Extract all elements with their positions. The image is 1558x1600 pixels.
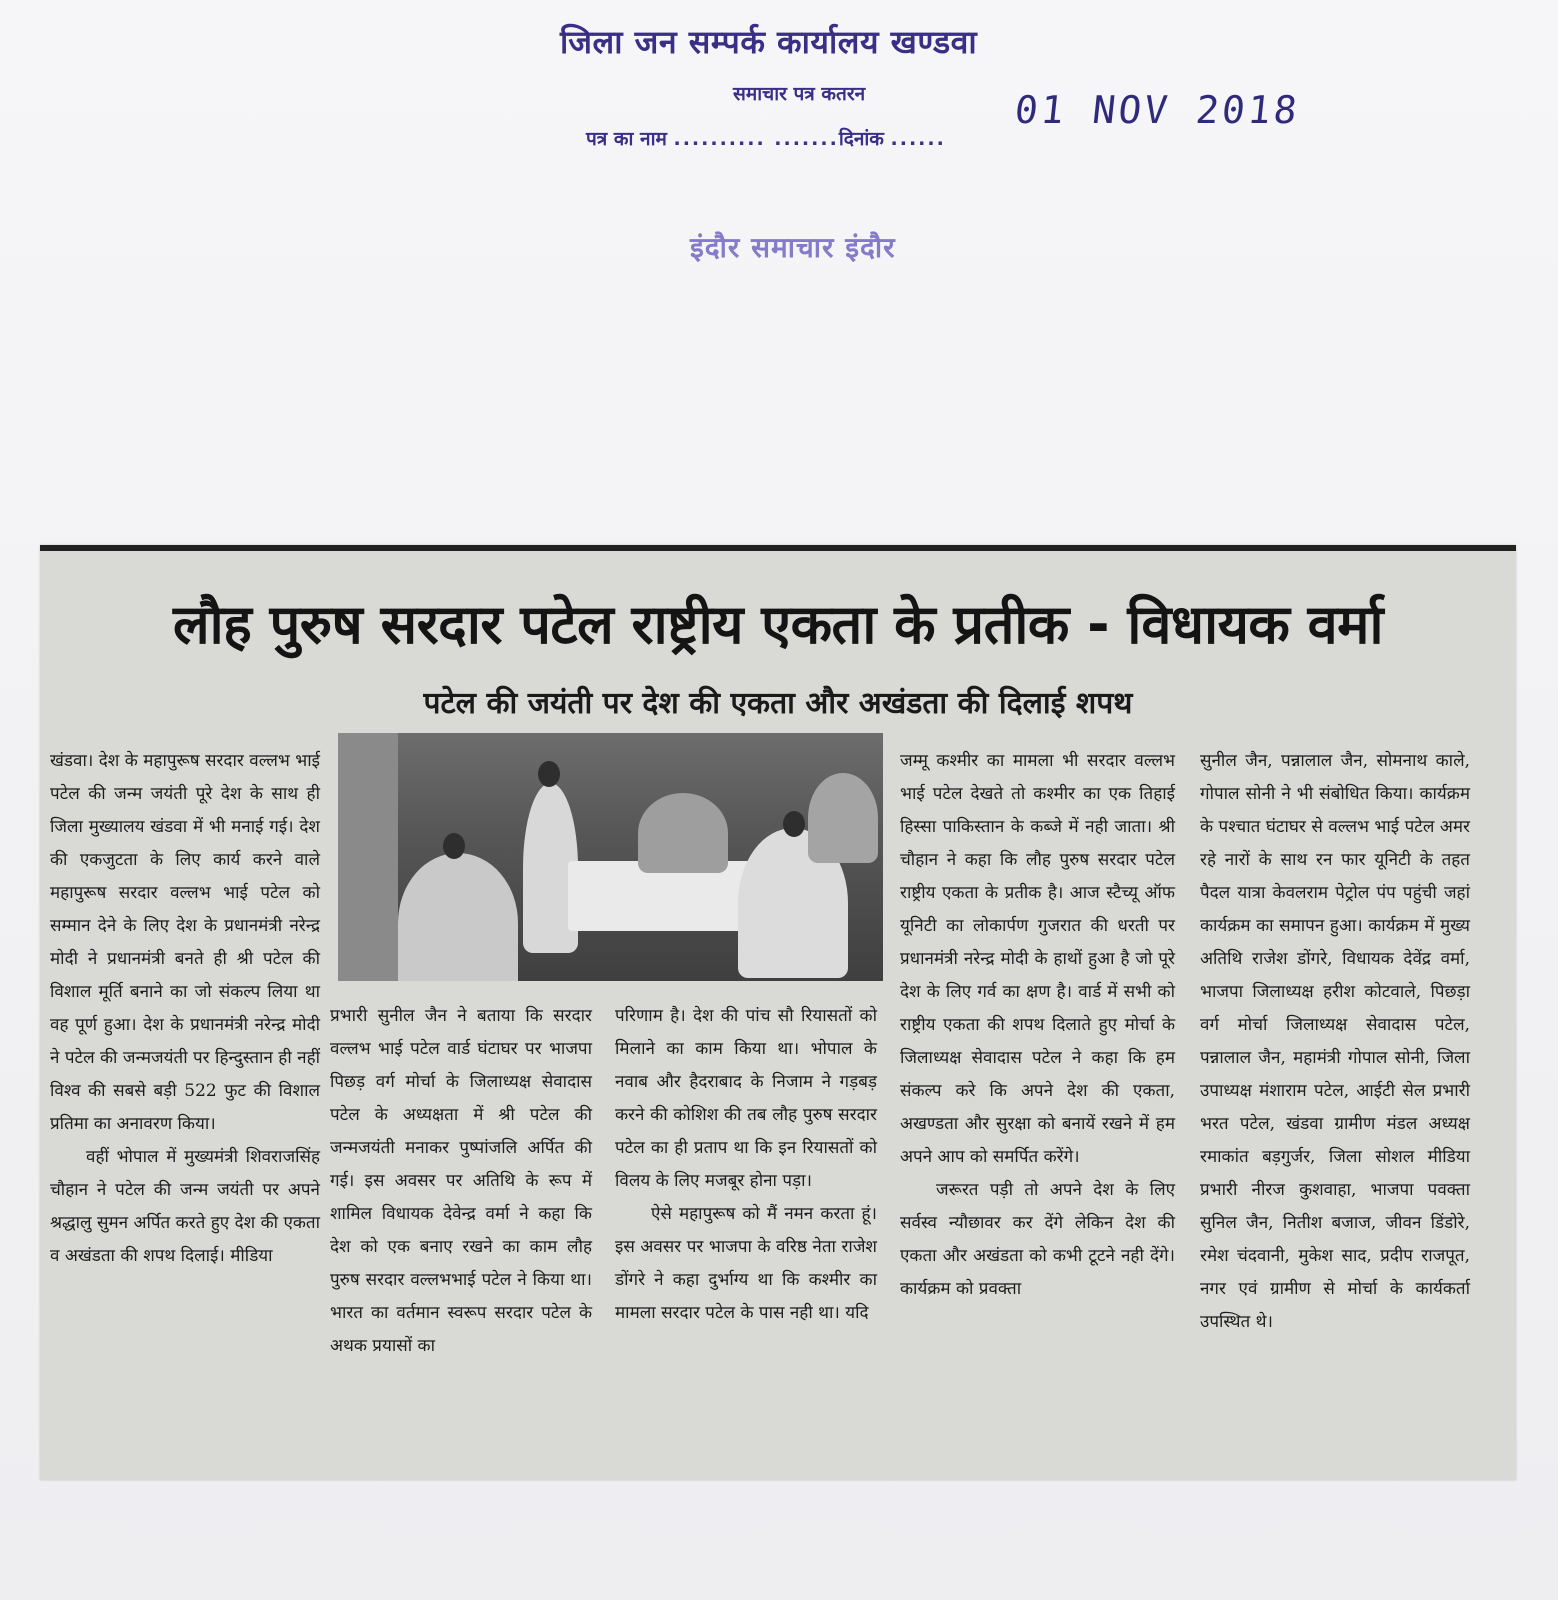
photo-person-head [538, 761, 560, 787]
paragraph: सुनील जैन, पन्नालाल जैन, सोमनाथ काले, गोपाल सोनी ने भी संबोधित किया। कार्यक्रम के पश्चात घंटाघर से वल्लभ भाई पटेल अमर रहे नारों के साथ रन फार यूनिटी के तहत पैदल यात्रा केवलराम पेट्रोल पंप पहुंची जहां कार्यक्रम का समापन हुआ। कार्यक्रम में मुख्य अतिथि राजेश डोंगरे, विधायक देवेंद्र वर्मा, भाजपा जिलाध्यक्ष हरीश कोटवाले, पिछड़ा वर्ग मोर्चा जिलाध्यक्ष सेवादास पटेल, पन्नालाल जैन, महामंत्री गोपाल सोनी, जिला उपाध्यक्ष मंशाराम पटेल, आईटी सेल प्रभारी भरत पटेल, खंडवा ग्रामीण मंडल अध्यक्ष रमाकांत बड़गुर्जर, जिला सोशल मीडिया प्रभारी नीरज कुशवाहा, भाजपा पवक्ता सुनिल जैन, नितीश बजाज, जीवन डिंडोरे, रमेश चंदवानी, मुकेश साद, प्रदीप राजपूत, नगर एवं ग्रामीण से मोर्चा के कार्यकर्ता उपस्थित थे। [1200, 751, 1470, 1332]
photo-audience [808, 773, 878, 863]
article-column-5 [1200, 745, 1470, 1339]
paper-name-dots: .......... ....... [673, 128, 839, 150]
office-stamp-title: जिला जन सम्पर्क कार्यालय खण्डवा [560, 23, 978, 61]
article-column-4 [900, 745, 1175, 1306]
paragraph: प्रभारी सुनील जैन ने बताया कि सरदार वल्लभ भाई पटेल वार्ड घंटाघर पर भाजपा पिछड़ वर्ग मोर्चा के जिलाध्यक्ष सेवादास पटेल के अध्यक्षता में श्री पटेल की जन्मजयंती मनाकर पुष्पांजलि अर्पित की गई। इस अवसर पर अतिथि के रूप में शामिल विधायक देवेन्द्र वर्मा ने कहा कि देश को एक बनाए रखने का काम लौह पुरुष सरदार वल्लभभाई पटेल ने किया था। भारत का वर्तमान स्वरूप सरदार पटेल के अथक प्रयासों का [330, 1006, 592, 1356]
article-column-1 [50, 745, 320, 1273]
newspaper-clipping [40, 545, 1516, 1480]
paragraph: परिणाम है। देश की पांच सौ रियासतों को मिलाने का काम किया था। भोपाल के नवाब और हैदराबाद के निजाम ने गड़बड़ करने की कोशिश की तब लौह पुरुष सरदार पटेल का ही प्रताप था कि इन रियासतों को विलय के लिए मजबूर होना पड़ा। [615, 1006, 877, 1191]
photo-banner [338, 733, 398, 981]
handwritten-date: 01 NOV 2018 [1012, 88, 1302, 132]
top-rule [40, 545, 1516, 551]
paper-name-label: पत्र का नाम [586, 128, 667, 150]
paragraph: वहीं भोपाल में मुख्यमंत्री शिवराजसिंह चौहान ने पटेल की जन्म जयंती पर अपने श्रद्धालु सुमन अर्पित करते हुए देश की एकता व अखंडता की शपथ दिलाई। मीडिया [50, 1147, 320, 1266]
paragraph: ऐसे महापुरूष को मैं नमन करता हूं। इस अवसर पर भाजपा के वरिष्ठ नेता राजेश डोंगरे ने कहा दुर्भाग्य था कि कश्मीर का मामला सरदार पटेल के पास नही था। यदि [615, 1204, 877, 1323]
date-dots: ...... [890, 128, 946, 150]
stamp-field-line [586, 125, 946, 151]
paragraph: जरूरत पड़ी तो अपने देश के लिए सर्वस्व न्यौछावर कर देंगे लेकिन देश की एकता और अखंडता को कभी टूटने नही देंगे। कार्यक्रम को प्रवक्ता [900, 1180, 1175, 1299]
photo-person-head [443, 833, 465, 859]
photo-person [398, 853, 518, 981]
paragraph: खंडवा। देश के महापुरूष सरदार वल्लभ भाई पटेल की जन्म जयंती पूरे देश के साथ ही जिला मुख्यालय खंडवा में भी मनाई गई। देश की एकजुटता के लिए कार्य करने वाले महापुरूष सरदार वल्लभ भाई पटेल को सम्मान देने के लिए देश के प्रधानमंत्री नरेन्द्र मोदी ने प्रधानमंत्री बनते ही श्री पटेल की विशाल मूर्ति बनाने का जो संकल्प लिया था वह पूर्ण हुआ। देश के प्रधानमंत्री नरेन्द्र मोदी ने पटेल की जन्मजयंती पर हिन्दुस्तान ही नहीं विश्व की सबसे बड़ी 522 फुट की विशाल प्रतिमा का अनावरण किया। [50, 751, 320, 1134]
article-column-2 [330, 1000, 592, 1363]
article-headline: लौह पुरुष सरदार पटेल राष्ट्रीय एकता के प्रतीक - विधायक वर्मा [173, 593, 1383, 656]
event-photo [338, 733, 883, 981]
paragraph: जम्मू कश्मीर का मामला भी सरदार वल्लभ भाई पटेल देखते तो कश्मीर का एक तिहाई हिस्सा पाकिस्तान के कब्जे में नही जाता। श्री चौहान ने कहा कि लौह पुरुष सरदार पटेल राष्ट्रीय एकता के प्रतीक है। आज स्टैच्यू ऑफ यूनिटी का लोकार्पण गुजरात की धरती पर प्रधानमंत्री नरेन्द्र मोदी के हाथों हुआ है जो पूरे देश के लिए गर्व का क्षण है। वार्ड में सभी को राष्ट्रीय एकता की शपथ दिलाते हुए मोर्चा के जिलाध्यक्ष सेवादास पटेल ने कहा कि हम संकल्प करे कि अपने देश की एकता, अखण्डता और सुरक्षा को बनायें रखने में हम अपने आप को समर्पित करेंगे। [900, 751, 1175, 1167]
newspaper-name-stamp: इंदौर समाचार इंदौर [690, 231, 896, 264]
photo-person-head [783, 811, 805, 837]
article-column-3 [615, 1000, 877, 1330]
clipping-stamp-subtitle: समाचार पत्र कतरन [733, 83, 866, 105]
photo-audience [638, 793, 728, 873]
date-label: दिनांक [838, 128, 884, 150]
article-subheadline: पटेल की जयंती पर देश की एकता और अखंडता की दिलाई शपथ [423, 686, 1133, 721]
